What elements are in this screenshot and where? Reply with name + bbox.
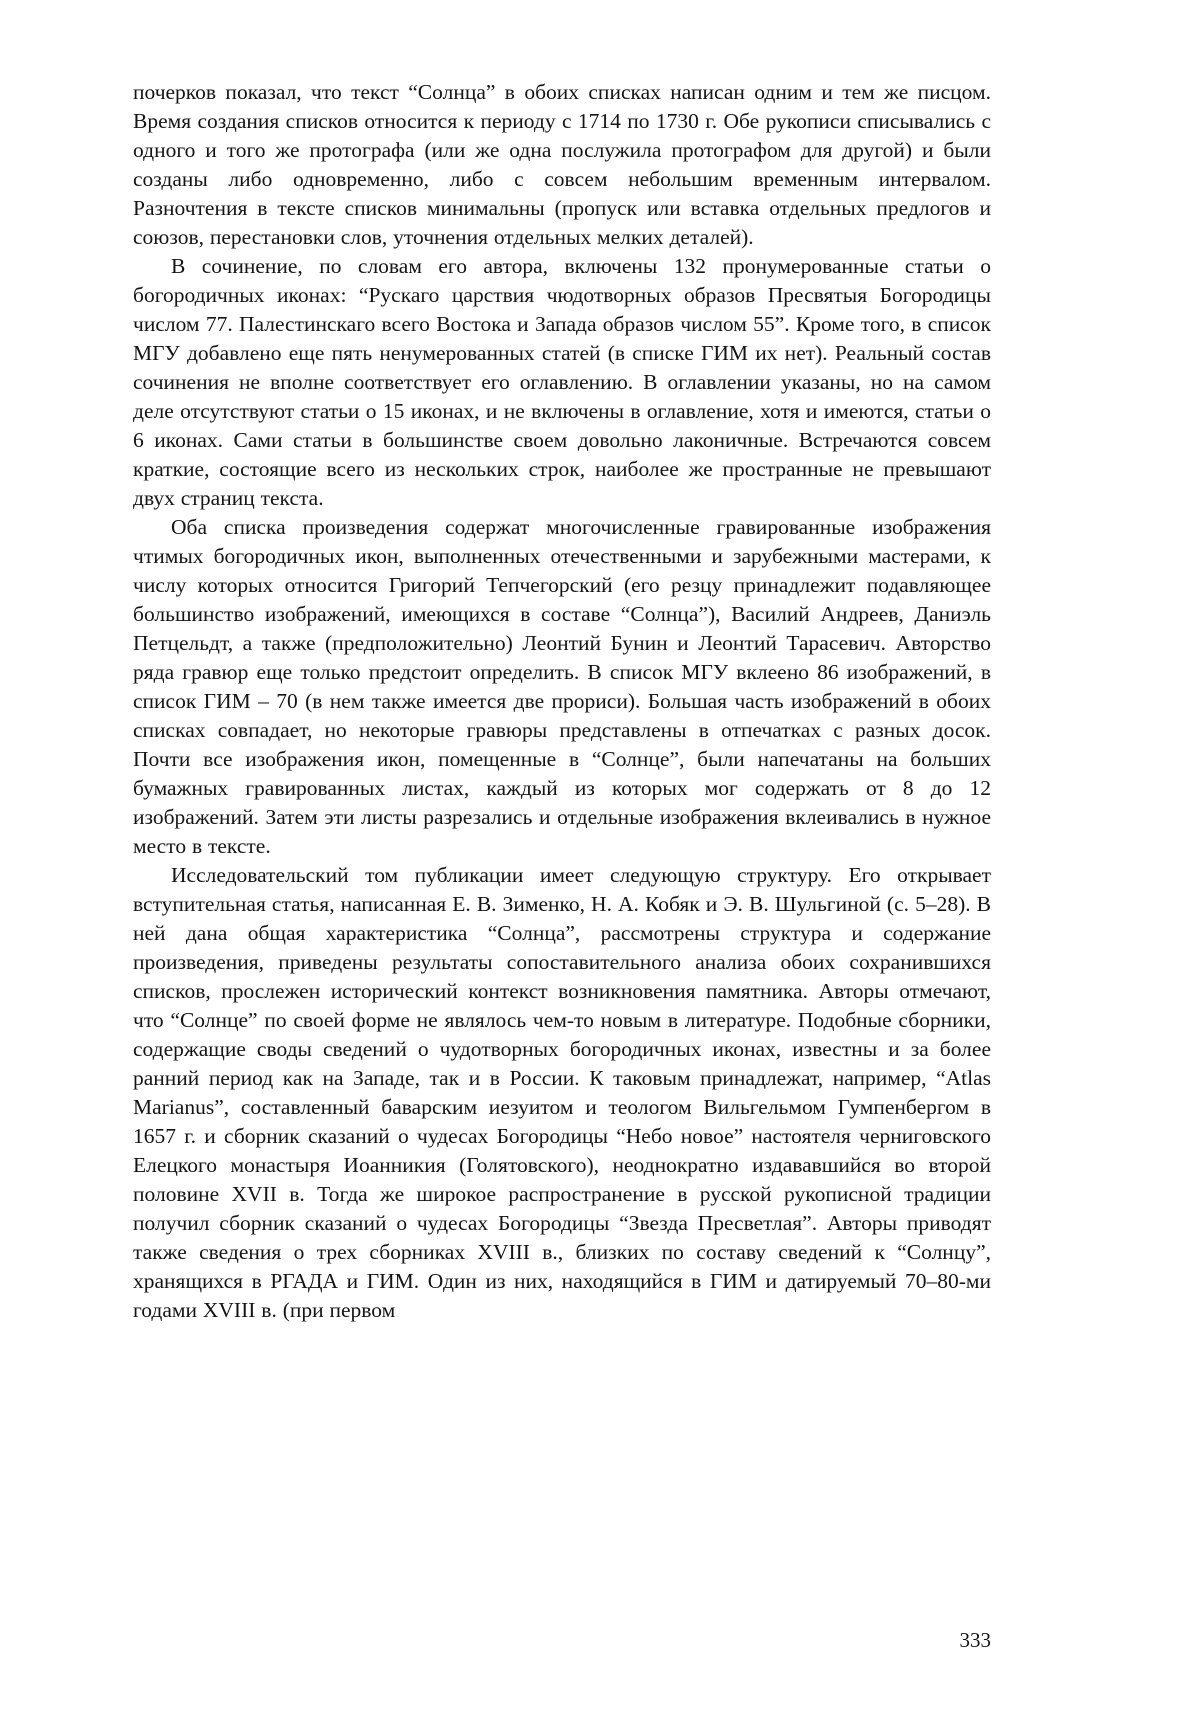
paragraph: Оба списка произведения содержат многочисленные гравированные изображения чтимых богородичных икон, выполненных отечественными и зарубежными мастерами, к числу которых относится Григорий Тепчегорский (его резцу принадлежит подавляющее большинство изображений, имеющихся в составе “Солнца”), Василий Андреев, Даниэль Петцельдт, а также (предположительно) Леонтий Бунин и Леонтий Тарасевич. Авторство ряда гравюр еще только предстоит определить. В список МГУ вклеено 86 изображений, в список ГИМ – 70 (в нем также имеется две прориси). Большая часть изображений в обоих списках совпадает, но некоторые гравюры представлены в отпечатках с разных досок. Почти все изображения икон, помещенные в “Солнце”, были напечатаны на больших бумажных гравированных листах, каждый из которых мог содержать от 8 до 12 изображений. Затем эти листы разрезались и отдельные изображения вклеивались в нужное место в тексте. <box>133 515 991 858</box>
page-number: 333 <box>959 1628 991 1652</box>
paragraph: Исследовательский том публикации имеет следующую структуру. Его открывает вступительная статья, написанная Е. В. Зименко, Н. А. Кобяк и Э. В. Шульгиной (с. 5–28). В ней дана общая характеристика “Солнца”, рассмотрены структура и содержание произведения, приведены результаты сопоставительного анализа обоих сохранившихся списков, прослежен исторический контекст возникновения памятника. Авторы отмечают, что “Солнце” по своей форме не являлось чем-то новым в литературе. Подобные сборники, содержащие своды сведений о чудотворных богородичных иконах, известны и за более ранний период как на Западе, так и в России. К таковым принадлежат, например, “Atlas Marianus”, составленный баварским иезуитом и теологом Вильгельмом Гумпенбергом в 1657 г. и сборник сказаний о чудесах Богородицы “Небо новое” настоятеля черниговского Елецкого монастыря Иоанникия (Голятовского), неоднократно издававшийся во второй половине XVII в. Тогда же широкое распространение в русской рукописной традиции получил сборник сказаний о чудесах Богородицы “Звезда Пресветлая”. Авторы приводят также сведения о трех сборниках XVIII в., близких по составу сведений к “Солнцу”, хранящихся в РГАДА и ГИМ. Один из них, находящийся в ГИМ и датируемый 70–80-ми годами XVIII в. (при первом <box>133 863 991 1322</box>
paragraph: В сочинение, по словам его автора, включены 132 пронумерованные статьи о богородичных иконах: “Рускаго царствия чюдотворных образов Пресвятыя Богородицы числом 77. Палестинскаго всего Востока и Запада образов числом 55”. Кроме того, в список МГУ добавлено еще пять ненумерованных статей (в списке ГИМ их нет). Реальный состав сочинения не вполне соответствует его оглавлению. В оглавлении указаны, но на самом деле отсутствуют статьи о 15 иконах, и не включены в оглавление, хотя и имеются, статьи о 6 иконах. Сами статьи в большинстве своем довольно лаконичные. Встречаются совсем краткие, состоящие всего из нескольких строк, наиболее же пространные не превышают двух страниц текста. <box>133 254 991 510</box>
text-block <box>133 78 991 1325</box>
paragraph: почерков показал, что текст “Солнца” в обоих списках написан одним и тем же писцом. Время создания списков относится к периоду с 1714 по 1730 г. Обе рукописи списывались с одного и того же протографа (или же одна послужила протографом для другой) и были созданы либо одновременно, либо с совсем небольшим временным интервалом. Разночтения в тексте списков минимальны (пропуск или вставка отдельных предлогов и союзов, перестановки слов, уточнения отдельных мелких деталей). <box>133 80 991 249</box>
